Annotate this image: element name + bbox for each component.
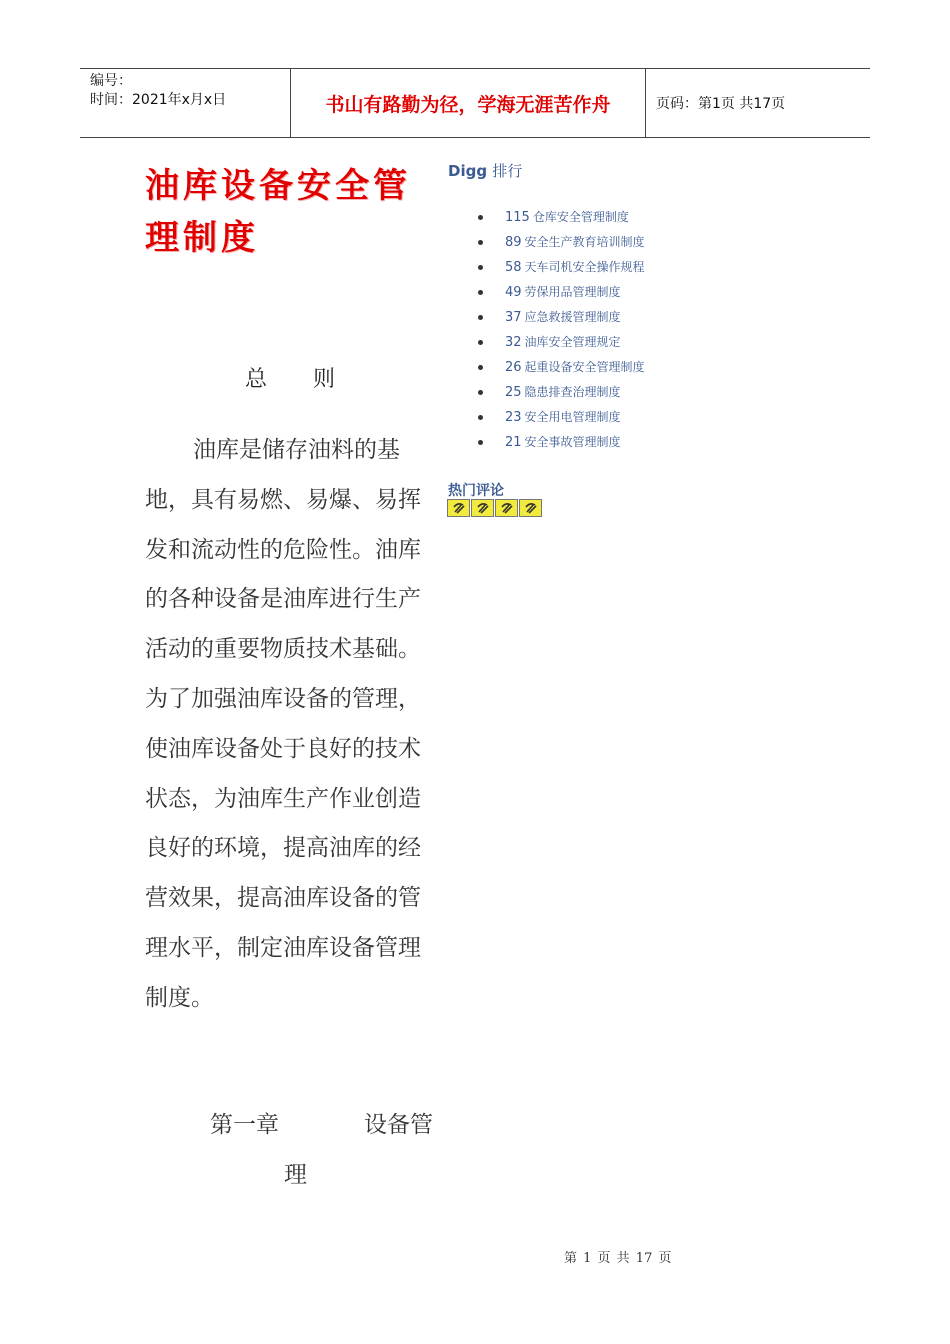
digg-title-label: 排行 (492, 162, 523, 180)
digg-list-item[interactable] (478, 280, 645, 305)
rating-icon (447, 499, 470, 517)
section-heading-part2: 则 (313, 367, 336, 392)
rating-icon (519, 499, 542, 517)
hot-comments-rating (447, 499, 543, 517)
digg-list-item[interactable] (478, 205, 645, 230)
hot-comments-title: 热门评论 (448, 483, 504, 499)
header-page-info: 页码：第1页 共17页 (656, 96, 786, 112)
digg-item-link[interactable]: 劳保用品管理制度 (524, 285, 621, 299)
page-header (80, 68, 870, 138)
section-heading (245, 362, 335, 393)
digg-list-item[interactable] (478, 230, 645, 255)
chapter-heading (210, 1100, 450, 1200)
digg-item-count: 115 (505, 210, 530, 225)
digg-item-link[interactable]: 应急救援管理制度 (524, 310, 621, 324)
digg-item-link[interactable]: 起重设备安全管理制度 (524, 360, 645, 374)
digg-list-item[interactable] (478, 380, 645, 405)
chapter-number: 第一章 (210, 1112, 279, 1138)
header-meta (80, 69, 291, 137)
document-title: 油库设备安全管理制度 (145, 166, 411, 258)
header-motto: 书山有路勤为径，学海无涯苦作舟 (291, 69, 646, 137)
digg-list-item[interactable] (478, 255, 645, 280)
digg-list-item[interactable] (478, 355, 645, 380)
digg-list-item[interactable] (478, 405, 645, 430)
rating-icon (471, 499, 494, 517)
digg-item-link[interactable]: 安全用电管理制度 (524, 410, 621, 424)
digg-item-link[interactable]: 隐患排查治理制度 (524, 385, 621, 399)
digg-item-link[interactable]: 仓库安全管理制度 (532, 210, 629, 224)
digg-title-brand: Digg (448, 162, 488, 180)
page-footer: 第 1 页 共 17 页 (564, 1251, 672, 1266)
digg-list-item[interactable] (478, 330, 645, 355)
chapter-name-a: 设备管 (364, 1112, 433, 1138)
chapter-name-b: 理 (284, 1162, 307, 1188)
document-number-label: 编号： (90, 73, 132, 89)
digg-item-count: 26 (505, 360, 522, 375)
rating-icon (495, 499, 518, 517)
digg-item-count: 58 (505, 260, 522, 275)
digg-item-link[interactable]: 安全事故管理制度 (524, 435, 621, 449)
digg-ranking-title (448, 160, 522, 181)
digg-item-count: 23 (505, 410, 522, 425)
digg-item-link[interactable]: 天车司机安全操作规程 (524, 260, 645, 274)
document-time: 时间：2021年x月x日 (90, 92, 227, 108)
digg-item-link[interactable]: 油库安全管理规定 (524, 335, 621, 349)
body-paragraph: 油库是储存油料的基地，具有易燃、易爆、易挥发和流动性的危险性。油库的各种设备是油库进行生产活动的重要物质技术基础。为了加强油库设备的管理，使油库设备处于良好的技术状态，为油库生产作业创造良好的环境，提高油库的经营效果，提高油库设备的管理水平，制定油库设备管理制度。 (145, 437, 421, 1011)
digg-list-item[interactable] (478, 430, 645, 455)
digg-item-count: 89 (505, 235, 522, 250)
digg-ranking-list (478, 205, 645, 455)
digg-item-link[interactable]: 安全生产教育培训制度 (524, 235, 645, 249)
digg-item-count: 25 (505, 385, 522, 400)
digg-item-count: 32 (505, 335, 522, 350)
digg-item-count: 49 (505, 285, 522, 300)
digg-list-item[interactable] (478, 305, 645, 330)
section-heading-part1: 总 (245, 367, 268, 392)
digg-item-count: 37 (505, 310, 522, 325)
digg-item-count: 21 (505, 435, 522, 450)
